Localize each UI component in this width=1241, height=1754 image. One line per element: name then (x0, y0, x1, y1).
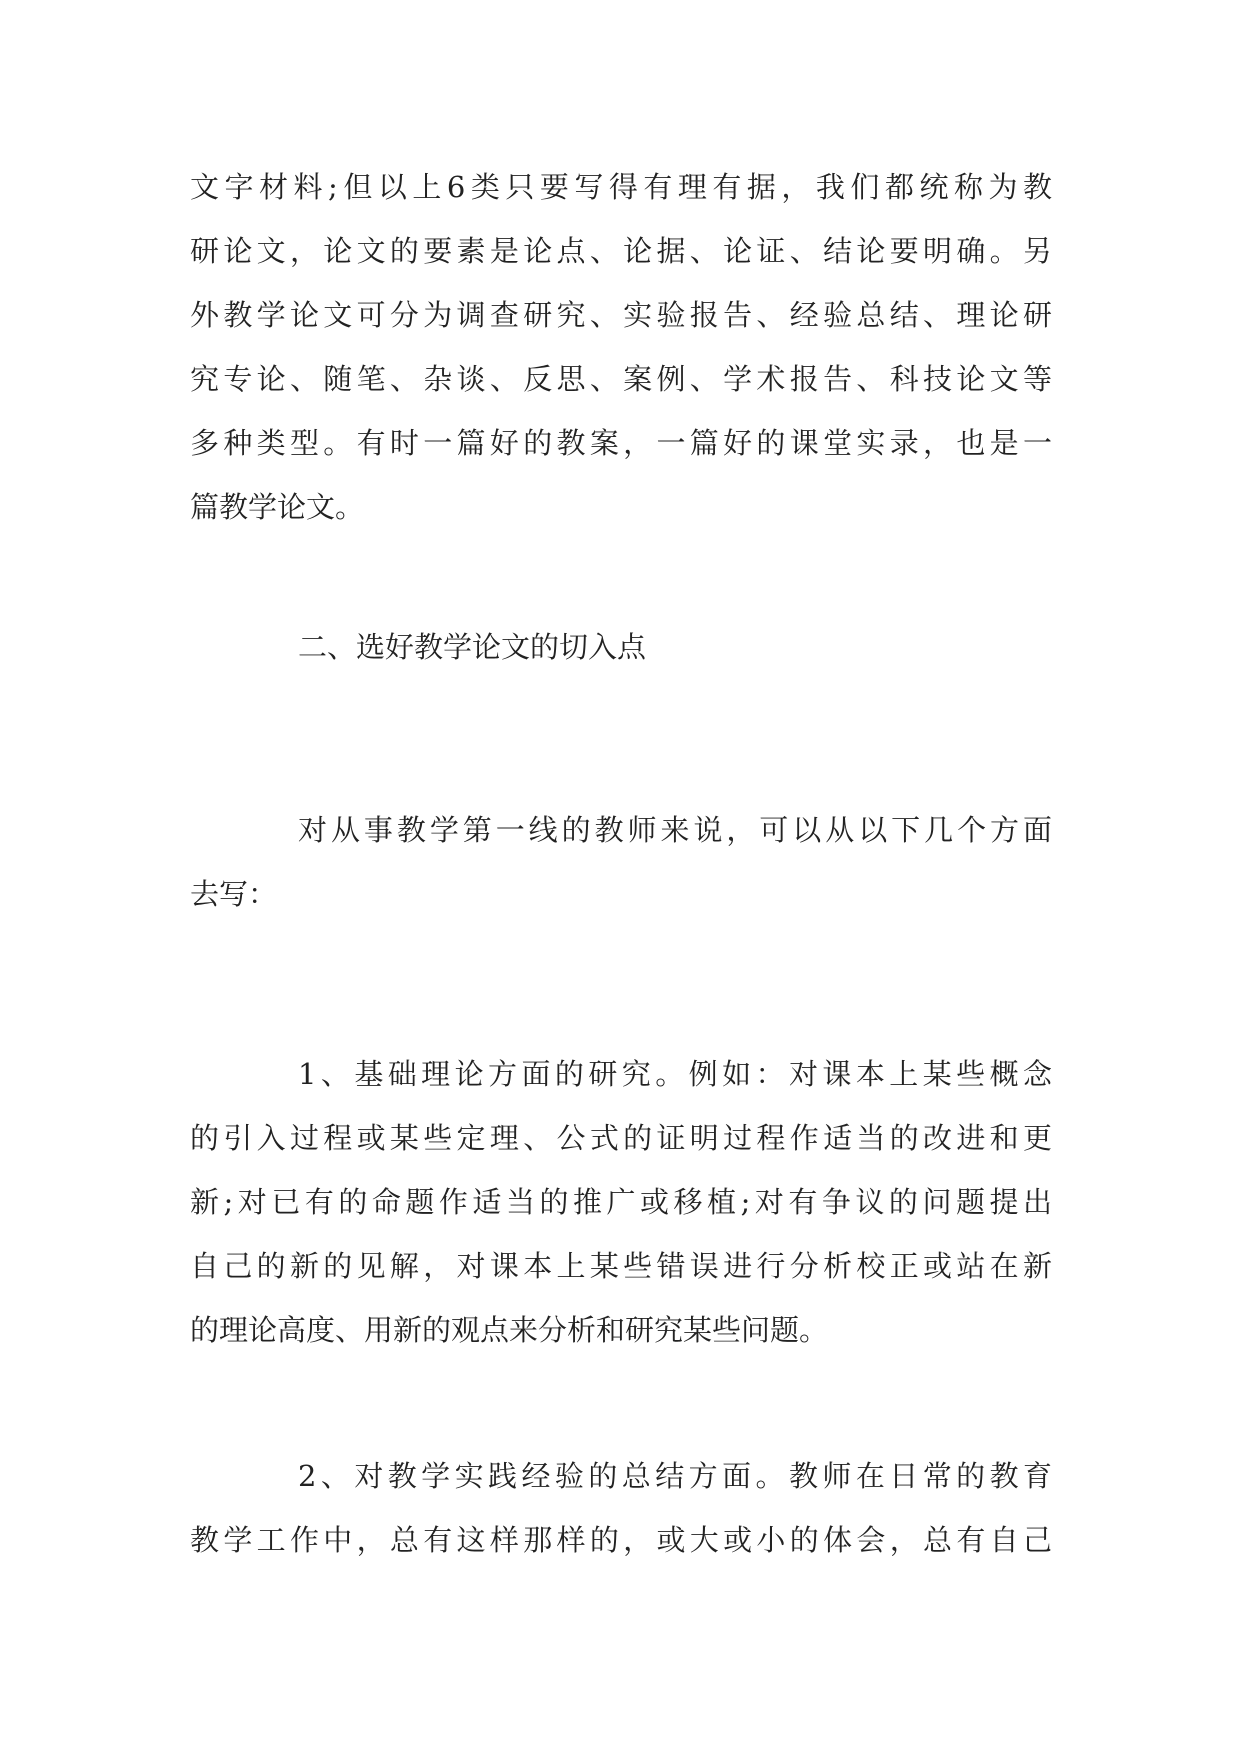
paragraph-line: 对从事教学第一线的教师来说，可以从以下几个方面 (298, 813, 1052, 847)
paragraph-line: 自己的新的见解，对课本上某些错误进行分析校正或站在新 (190, 1249, 1052, 1283)
paragraph-line: 2、对教学实践经验的总结方面。教师在日常的教育 (298, 1459, 1052, 1493)
paragraph-line: 去写： (190, 877, 278, 911)
paragraph-line: 的引入过程或某些定理、公式的证明过程作适当的改进和更 (190, 1121, 1052, 1155)
paragraph-line: 的理论高度、用新的观点来分析和研究某些问题。 (190, 1313, 829, 1347)
paragraph-line: 文字材料;但以上6类只要写得有理有据，我们都统称为教 (190, 170, 1052, 204)
paragraph-line: 新;对已有的命题作适当的推广或移植;对有争议的问题提出 (190, 1185, 1052, 1219)
section-heading (190, 615, 1052, 679)
paragraph-line: 研论文，论文的要素是论点、论据、论证、结论要明确。另 (190, 234, 1052, 268)
paragraph-line: 究专论、随笔、杂谈、反思、案例、学术报告、科技论文等 (190, 362, 1052, 396)
section-heading-text: 二、选好教学论文的切入点 (298, 630, 647, 664)
paragraph-2 (190, 798, 1052, 926)
paragraph-4 (190, 1444, 1052, 1572)
paragraph-line: 外教学论文可分为调查研究、实验报告、经验总结、理论研 (190, 298, 1052, 332)
paragraph-line: 多种类型。有时一篇好的教案，一篇好的课堂实录，也是一 (190, 426, 1052, 460)
paragraph-line: 教学工作中，总有这样那样的，或大或小的体会，总有自己 (190, 1523, 1052, 1557)
paragraph-line: 篇教学论文。 (190, 490, 365, 524)
paragraph-1 (190, 155, 1052, 539)
paragraph-line: 1、基础理论方面的研究。例如：对课本上某些概念 (298, 1057, 1052, 1091)
paragraph-3 (190, 1042, 1052, 1362)
